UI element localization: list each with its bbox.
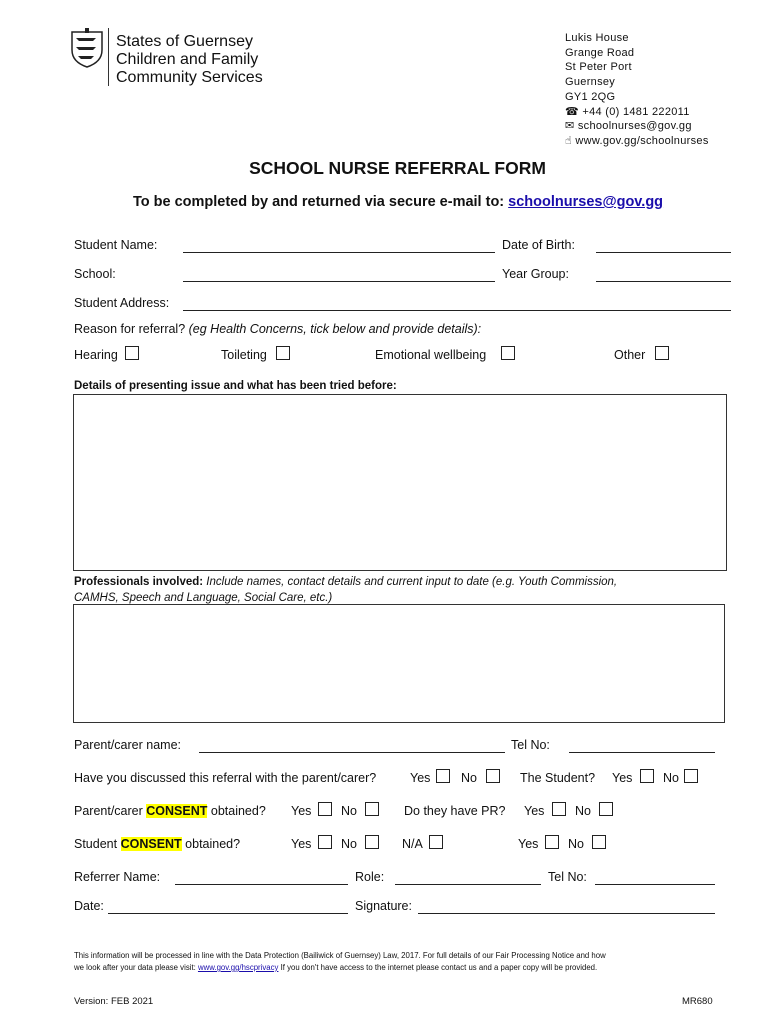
student-consent-suffix: obtained? [181,837,241,851]
dob-label: Date of Birth: [502,238,575,252]
student-discussed-yes-checkbox[interactable] [640,769,654,783]
reason-label [74,323,481,336]
reason-hint: (eg Health Concerns, tick below and provide details): [188,322,482,336]
address-line: St Peter Port [565,61,632,74]
role-label: Role: [355,870,385,884]
details-textarea[interactable] [73,394,727,571]
the-student-label: The Student? [520,771,596,785]
org-line-3: Community Services [116,69,263,86]
second-no-checkbox[interactable] [592,835,606,849]
referrer-tel-label: Tel No: [548,870,587,884]
guernsey-crest-icon [70,28,104,68]
discussed-yes-label: Yes [410,771,431,785]
role-field[interactable] [395,884,541,885]
professionals-title: Professionals involved: [74,576,207,588]
privacy-text-suffix: If you don't have access to the internet please contact us and a paper copy will be provided. [278,963,598,972]
form-title: SCHOOL NURSE REFERRAL FORM [249,158,546,178]
contact-address-block [565,31,709,149]
privacy-notice-line-2 [74,962,734,974]
contact-web: www.gov.gg/schoolnurses [575,134,709,147]
email-row [565,119,709,134]
pr-no-checkbox[interactable] [599,802,613,816]
pr-yes-label: Yes [524,804,545,818]
address-line: Lukis House [565,32,629,44]
phone-row [565,105,709,120]
contact-email: schoolnurses@gov.gg [577,120,692,133]
na-checkbox[interactable] [429,835,443,849]
version-label: Version: FEB 2021 [74,996,154,1007]
student-consent-no-label: No [341,837,357,851]
student-name-field[interactable] [183,252,495,253]
address-line: Guernsey [565,76,616,89]
toileting-checkbox[interactable] [276,346,290,360]
emotional-wellbeing-checkbox[interactable] [501,346,515,360]
discussed-yes-checkbox[interactable] [436,769,450,783]
parent-consent-label [74,805,266,818]
parent-tel-field[interactable] [569,752,715,753]
student-consent-yes-checkbox[interactable] [318,835,332,849]
student-discussed-yes-label: Yes [612,771,633,785]
emotional-wellbeing-label: Emotional wellbeing [375,348,487,362]
second-yes-label: Yes [518,837,539,851]
subtitle-text: To be completed by and returned via secure e-mail to: [132,194,509,210]
date-field[interactable] [108,913,348,914]
phone-number: +44 (0) 1481 222011 [582,105,690,118]
toileting-label: Toileting [221,348,267,362]
dob-field[interactable] [596,252,731,253]
address-line: GY1 2QG [565,90,616,103]
privacy-notice [74,950,734,974]
pr-no-label: No [575,804,591,818]
parent-consent-yes-label: Yes [291,804,312,818]
student-address-label: Student Address: [74,296,170,310]
student-consent-no-checkbox[interactable] [365,835,379,849]
pr-yes-checkbox[interactable] [552,802,566,816]
student-discussed-no-checkbox[interactable] [684,769,698,783]
parent-name-label: Parent/carer name: [74,738,181,752]
referrer-name-field[interactable] [175,884,348,885]
professionals-hint-2: CAMHS, Speech and Language, Social Care, etc.) [74,592,333,604]
discussed-no-label: No [461,771,477,785]
other-checkbox[interactable] [655,346,669,360]
professionals-textarea[interactable] [73,604,725,723]
student-discussed-no-label: No [663,771,679,785]
hearing-checkbox[interactable] [125,346,139,360]
org-line-1: States of Guernsey [116,33,253,50]
professionals-line-1 [74,574,617,590]
pointer-hand-icon: ☝ [565,134,576,147]
form-subtitle [0,194,770,210]
signature-label: Signature: [355,899,412,913]
student-consent-label [74,838,240,851]
discussed-no-checkbox[interactable] [486,769,500,783]
discussed-label: Have you discussed this referral with the parent/carer? [74,771,377,785]
year-group-field[interactable] [596,281,731,282]
consent-highlight: CONSENT [146,804,208,818]
phone-icon: ☎ [565,105,583,118]
parent-consent-no-checkbox[interactable] [365,802,379,816]
org-line-2: Children and Family [116,51,259,68]
year-group-label: Year Group: [502,267,569,281]
parent-consent-prefix: Parent/carer [74,804,147,818]
second-no-label: No [568,837,584,851]
professionals-label [74,574,617,606]
address-line: Grange Road [565,46,635,59]
parent-consent-no-label: No [341,804,357,818]
other-label: Other [614,348,646,362]
na-label: N/A [402,837,423,851]
school-field[interactable] [183,281,495,282]
org-name [116,33,263,87]
subtitle-email-link[interactable]: schoolnurses@gov.gg [508,194,664,210]
parent-tel-label: Tel No: [511,738,550,752]
student-name-label: Student Name: [74,238,158,252]
parent-name-field[interactable] [199,752,505,753]
pr-label: Do they have PR? [404,804,506,818]
referrer-name-label: Referrer Name: [74,870,161,884]
form-code: MR680 [682,996,713,1007]
student-consent-prefix: Student [74,837,121,851]
privacy-notice-line-1: This information will be processed in line with the Data Protection (Bailiwick of Guernsey) Law, 2017. For full details of our Fair Processing Notice and how [74,951,606,960]
web-row [565,134,709,149]
consent-highlight: CONSENT [120,837,182,851]
professionals-hint-1: Include names, contact details and current input to date (e.g. Youth Commission, [206,576,618,588]
hearing-label: Hearing [74,348,118,362]
logo-divider [108,28,109,86]
student-address-field[interactable] [183,310,731,311]
privacy-text: we look after your data please visit: [74,963,198,972]
privacy-link[interactable]: www.gov.gg/hscprivacy [197,963,279,972]
student-consent-yes-label: Yes [291,837,312,851]
school-label: School: [74,267,116,281]
signature-field[interactable] [418,913,715,914]
parent-consent-suffix: obtained? [207,804,266,818]
details-label: Details of presenting issue and what has been tried before: [74,380,397,392]
reason-label-text: Reason for referral? [74,322,189,336]
date-label: Date: [74,899,104,913]
parent-consent-yes-checkbox[interactable] [318,802,332,816]
referrer-tel-field[interactable] [595,884,715,885]
envelope-icon: ✉ [565,120,578,133]
second-yes-checkbox[interactable] [545,835,559,849]
